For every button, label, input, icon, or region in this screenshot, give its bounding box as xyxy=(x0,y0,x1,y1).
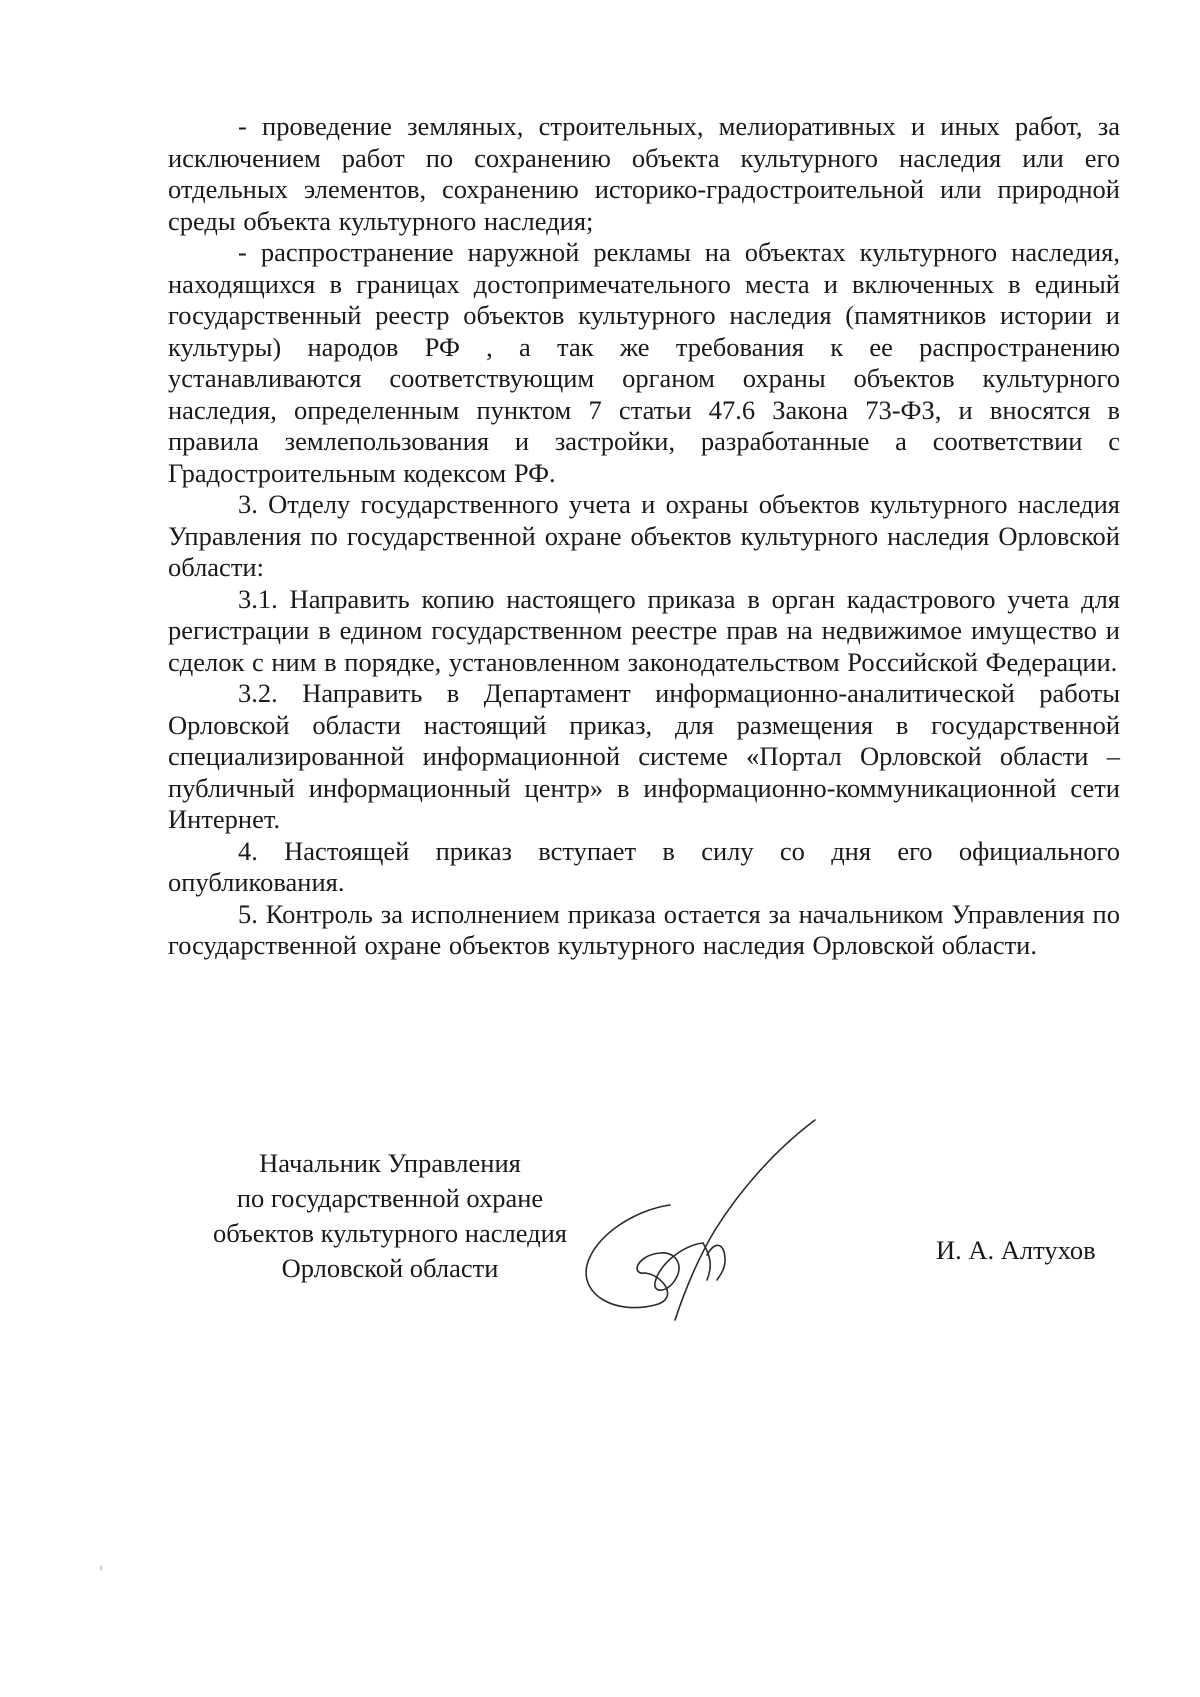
paragraph-earthworks: - проведение земляных, строительных, мелиоративных и иных работ, за исключением работ по сохранению объекта культурного наследия или его отдельных элементов, сохранению историко-градостроительной или природной среды объекта культурного наследия; xyxy=(168,111,1120,236)
handwritten-signature xyxy=(575,1115,835,1325)
paragraph-item-5: 5. Контроль за исполнением приказа остается за начальником Управления по государственной охране объектов культурного наследия Орловской области. xyxy=(168,898,1120,960)
document-body xyxy=(168,111,1120,962)
signatory-title-line: по государственной охране xyxy=(236,1183,544,1213)
signatory-title xyxy=(180,1146,600,1286)
paragraph-item-3: 3. Отделу государственного учета и охраны объектов культурного наследия Управления по государственной охране объектов культурного наследия Орловской области: xyxy=(168,489,1120,582)
signatory-title-line: объектов культурного наследия xyxy=(212,1218,567,1248)
paragraph-item-3-2: 3.2. Направить в Департамент информационно-аналитической работы Орловской области настоящий приказ, для размещения в государственной специализированной информационной системе «Портал Орловской области – публичный информационный центр» в информационно-коммуникационной сети Интернет. xyxy=(168,678,1120,834)
signatory-name: И. А. Алтухов xyxy=(936,1235,1096,1265)
signatory-title-line: Орловской области xyxy=(281,1253,499,1283)
paragraph-item-4: 4. Настоящей приказ вступает в силу со дня его официального опубликования. xyxy=(168,835,1120,897)
signatory-title-line: Начальник Управления xyxy=(259,1148,521,1178)
paragraph-advertising: - распространение наружной рекламы на объектах культурного наследия, находящихся в границах достопримечательного места и включенных в единый государственный реестр объектов культурного наследия (памятников истории и культуры) народов РФ , а так же требования к ее распространению устанавливаются соответствующим органом охраны объектов культурного наследия, определенным пунктом 7 статьи 47.6 Закона 73-ФЗ, и вносятся в правила землепользования и застройки, разработанные а соответствии с Градостроительным кодексом РФ. xyxy=(168,237,1120,488)
paragraph-item-3-1: 3.1. Направить копию настоящего приказа в орган кадастрового учета для регистрации в едином государственном реестре прав на недвижимое имущество и сделок с ним в порядке, установленном законодательством Российской Федерации. xyxy=(168,583,1120,677)
scan-speck xyxy=(100,1565,102,1571)
